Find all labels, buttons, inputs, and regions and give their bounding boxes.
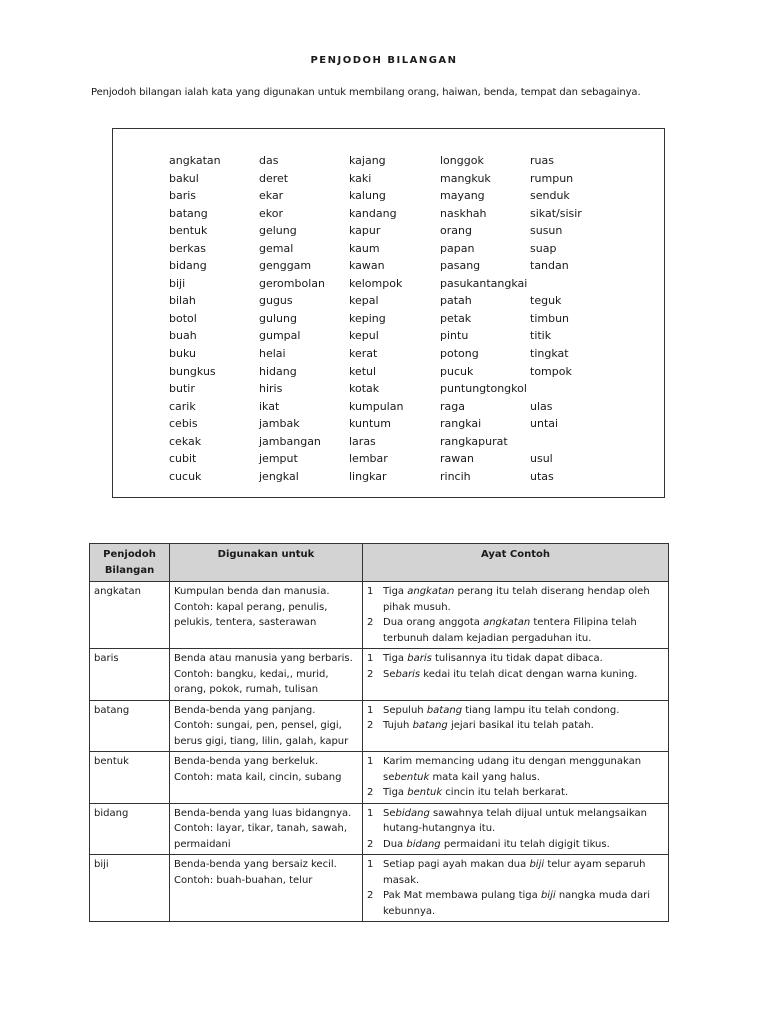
cell-sentences	[363, 700, 669, 752]
sentence-before: Se	[383, 668, 396, 680]
word-item: bentuk	[169, 224, 208, 238]
word-column-2	[259, 152, 325, 485]
word-item: gulung	[259, 311, 297, 325]
word-item: buah	[169, 329, 197, 343]
word-column-4	[440, 152, 527, 485]
cell-penjodoh: baris	[90, 649, 170, 701]
word-item: jemput	[259, 452, 298, 466]
cell-sentences	[363, 582, 669, 649]
sentence-item	[367, 667, 664, 683]
word-item: susun	[530, 224, 563, 238]
word-item: petak	[440, 311, 472, 325]
sentence-list	[367, 806, 664, 853]
word-item: pintu	[440, 329, 469, 343]
sentence-emphasis: angkatan	[407, 586, 455, 597]
word-item: sikat/sisir	[530, 206, 582, 220]
sentence-before: Karim memancing udang itu dengan menggunakan se	[383, 756, 642, 783]
word-item: mayang	[440, 189, 485, 203]
word-item: raga	[440, 399, 465, 413]
word-item: biji	[169, 276, 186, 290]
word-item: butir	[169, 382, 195, 396]
cell-penjodoh: batang	[90, 700, 170, 752]
word-item: helai	[259, 347, 286, 361]
table-header-row	[90, 544, 669, 582]
word-column-1	[169, 152, 221, 485]
sentence-emphasis: biji	[529, 859, 545, 870]
word-item: papan	[440, 241, 475, 255]
usage-example: Contoh: kapal perang, penulis, pelukis, tentera, sasterawan	[174, 601, 328, 628]
word-item: gelung	[259, 224, 297, 238]
word-item: rawan	[440, 452, 474, 466]
word-item: naskhah	[440, 206, 487, 220]
sentence-after: perang itu telah diserang hendap oleh pihak musuh.	[383, 586, 650, 613]
usage-text: Benda-benda yang luas bidangnya.	[174, 807, 352, 819]
usage-text: Kumpulan benda dan manusia.	[174, 586, 330, 597]
table-row	[90, 700, 669, 752]
sentence-number: 2	[367, 668, 374, 680]
word-item: titik	[530, 329, 552, 343]
word-item: untai	[530, 417, 559, 431]
word-item: rincih	[440, 469, 471, 483]
cell-usage	[170, 855, 363, 922]
word-item: usul	[530, 452, 553, 466]
sentence-after: jejari basikal itu telah patah.	[447, 720, 594, 731]
word-item: lembar	[349, 452, 388, 466]
table-row	[90, 855, 669, 922]
sentence-before: Sepuluh	[383, 704, 427, 716]
sentence-number: 2	[367, 890, 374, 901]
word-item	[530, 380, 582, 398]
word-item: cebis	[169, 417, 198, 431]
word-item: jambak	[259, 417, 300, 431]
usage-text: Benda-benda yang berkeluk.	[174, 756, 319, 767]
word-item: pasukantangkai	[440, 276, 528, 290]
word-item: laras	[349, 434, 376, 448]
sentence-after: kedai itu telah dicat dengan warna kuning.	[420, 668, 638, 680]
sentence-list	[367, 703, 664, 734]
word-item: pasang	[440, 259, 481, 273]
usage-example: Contoh: mata kail, cincin, subang	[174, 771, 342, 783]
usage-example: Contoh: bangku, kedai,, murid, orang, pokok, rumah, tulisan	[174, 668, 329, 695]
intro-text: Penjodoh bilangan ialah kata yang digunakan untuk membilang orang, haiwan, benda, tempat dan sebagainya.	[91, 87, 641, 98]
word-item: teguk	[530, 294, 562, 308]
usage-text: Benda atau manusia yang berbaris.	[174, 653, 353, 664]
word-item: ekor	[259, 206, 283, 220]
sentence-before: Tiga	[383, 586, 408, 597]
sentence-emphasis: bentuk	[407, 787, 443, 798]
sentence-before: Dua orang anggota	[383, 617, 484, 628]
word-item: bilah	[169, 294, 196, 308]
word-item: botol	[169, 311, 197, 325]
sentence-emphasis: biji	[540, 890, 556, 901]
word-item: kajang	[349, 154, 386, 167]
header-digunakan: Digunakan untuk	[170, 544, 363, 582]
sentence-list	[367, 584, 664, 646]
word-item: kotak	[349, 382, 380, 396]
word-item: kalung	[349, 189, 386, 203]
word-item: ikat	[259, 399, 280, 413]
cell-sentences	[363, 649, 669, 701]
word-item: tompok	[530, 364, 572, 378]
word-item: puntungtongkol	[440, 382, 527, 396]
sentence-number: 1	[367, 756, 374, 767]
sentence-number: 1	[367, 807, 374, 819]
word-item: gemal	[259, 241, 294, 255]
word-item: timbun	[530, 311, 570, 325]
word-item: bidang	[169, 259, 207, 273]
sentence-list	[367, 754, 664, 801]
word-item: keping	[349, 311, 386, 325]
word-item: kuntum	[349, 417, 391, 431]
sentence-number: 1	[367, 859, 374, 870]
word-item	[530, 433, 582, 451]
sentence-after: nangka muda dari kebunnya.	[383, 890, 650, 917]
sentence-item	[367, 651, 664, 667]
word-item: longgok	[440, 154, 484, 167]
usage-example: Contoh: buah-buahan, telur	[174, 874, 313, 886]
sentence-number: 2	[367, 838, 374, 850]
table-row	[90, 752, 669, 804]
sentence-emphasis: angkatan	[483, 617, 531, 628]
sentence-after: tentera Filipina telah terbunuh dalam kejadian pergaduhan itu.	[383, 617, 637, 644]
word-item: lingkar	[349, 469, 387, 483]
sentence-after: permaidani itu telah digigit tikus.	[440, 838, 610, 850]
word-column-5	[530, 152, 582, 485]
word-item: berkas	[169, 241, 206, 255]
word-item: kerat	[349, 347, 378, 361]
sentence-before: Tiga	[383, 653, 408, 664]
sentence-after: tulisannya itu tidak dapat dibaca.	[431, 653, 603, 664]
cell-usage	[170, 582, 363, 649]
sentence-after: tiang lampu itu telah condong.	[462, 704, 620, 716]
usage-example: Contoh: sungai, pen, pensel, gigi, berus gigi, tiang, lilin, galah, kapur	[174, 720, 349, 747]
header-penjodoh: Penjodoh Bilangan	[90, 544, 170, 582]
cell-penjodoh: biji	[90, 855, 170, 922]
word-item: pucuk	[440, 364, 474, 378]
word-item: mangkuk	[440, 171, 491, 185]
sentence-list	[367, 651, 664, 682]
word-item: kelompok	[349, 276, 403, 290]
header-ayat: Ayat Contoh	[363, 544, 669, 582]
word-item: genggam	[259, 259, 312, 273]
sentence-item	[367, 857, 664, 888]
word-item: rangkapurat	[440, 434, 508, 448]
word-item: tandan	[530, 259, 569, 273]
sentence-number: 1	[367, 586, 374, 597]
word-item: rangkai	[440, 417, 482, 431]
sentence-item	[367, 806, 664, 837]
examples-table	[89, 543, 669, 922]
sentence-item	[367, 718, 664, 734]
word-item: jengkal	[259, 469, 299, 483]
sentence-number: 1	[367, 704, 374, 716]
sentence-emphasis: bidang	[406, 838, 441, 850]
sentence-list	[367, 857, 664, 919]
word-item: bakul	[169, 171, 199, 185]
word-item: baris	[169, 189, 197, 203]
sentence-item	[367, 888, 664, 919]
cell-sentences	[363, 752, 669, 804]
usage-text: Benda-benda yang bersaiz kecil.	[174, 859, 337, 870]
word-item: cekak	[169, 434, 202, 448]
word-item: senduk	[530, 189, 570, 203]
word-item: gumpal	[259, 329, 301, 343]
sentence-number: 2	[367, 787, 374, 798]
sentence-emphasis: bidang	[395, 807, 430, 819]
cell-penjodoh: angkatan	[90, 582, 170, 649]
word-item: tingkat	[530, 347, 569, 361]
sentence-before: Dua	[383, 838, 407, 850]
word-item: deret	[259, 171, 289, 185]
word-item: gugus	[259, 294, 293, 308]
word-item: ruas	[530, 154, 554, 167]
word-item: bungkus	[169, 364, 216, 378]
word-item: gerombolan	[259, 276, 325, 290]
page-title: PENJODOH BILANGAN	[310, 55, 458, 66]
word-item: das	[259, 154, 279, 167]
sentence-number: 2	[367, 720, 374, 731]
sentence-after: sawahnya telah dijual untuk melangsaikan hutang-hutangnya itu.	[383, 807, 647, 834]
sentence-after: mata kail yang halus.	[429, 771, 540, 783]
cell-usage	[170, 803, 363, 855]
word-item: buku	[169, 347, 196, 361]
word-item: carik	[169, 399, 196, 413]
cell-usage	[170, 752, 363, 804]
word-item	[530, 275, 582, 293]
word-item: patah	[440, 294, 472, 308]
sentence-number: 1	[367, 653, 374, 664]
sentence-before: Tiga	[383, 787, 408, 798]
word-item: ketul	[349, 364, 377, 378]
sentence-item	[367, 837, 664, 853]
sentence-item	[367, 754, 664, 785]
word-item: kaki	[349, 171, 372, 185]
sentence-emphasis: baris	[395, 668, 421, 680]
sentence-item	[367, 584, 664, 615]
word-item: utas	[530, 469, 554, 483]
usage-example: Contoh: layar, tikar, tanah, sawah, permaidani	[174, 823, 348, 850]
sentence-before: Setiap pagi ayah makan dua	[383, 859, 530, 870]
sentence-number: 2	[367, 617, 374, 628]
usage-text: Benda-benda yang panjang.	[174, 704, 316, 716]
sentence-item	[367, 615, 664, 646]
word-list-box	[112, 128, 665, 498]
cell-usage	[170, 649, 363, 701]
cell-penjodoh: bidang	[90, 803, 170, 855]
word-item: suap	[530, 241, 557, 255]
sentence-emphasis: baris	[407, 653, 432, 664]
word-item: hidang	[259, 364, 297, 378]
word-item: ulas	[530, 399, 553, 413]
word-item: ekar	[259, 189, 284, 203]
word-item: hiris	[259, 382, 283, 396]
word-item: jambangan	[259, 434, 321, 448]
word-item: kepal	[349, 294, 379, 308]
word-item: angkatan	[169, 154, 221, 167]
sentence-after: cincin itu telah berkarat.	[442, 787, 569, 798]
word-item: kapur	[349, 224, 381, 238]
table-row	[90, 803, 669, 855]
cell-penjodoh: bentuk	[90, 752, 170, 804]
word-item: cucuk	[169, 469, 202, 483]
cell-usage	[170, 700, 363, 752]
sentence-emphasis: bentuk	[394, 771, 430, 783]
cell-sentences	[363, 855, 669, 922]
word-column-3	[349, 152, 403, 485]
sentence-before: Tujuh	[383, 720, 413, 731]
word-item: potong	[440, 347, 479, 361]
word-item: kawan	[349, 259, 385, 273]
word-item: batang	[169, 206, 208, 220]
table-row	[90, 582, 669, 649]
word-item: rumpun	[530, 171, 574, 185]
sentence-after: telur ayam separuh masak.	[383, 859, 646, 886]
sentence-emphasis: batang	[412, 720, 448, 731]
sentence-item	[367, 703, 664, 719]
word-item: cubit	[169, 452, 197, 466]
word-item: kumpulan	[349, 399, 404, 413]
table-row	[90, 649, 669, 701]
sentence-item	[367, 785, 664, 801]
sentence-before: Pak Mat membawa pulang tiga	[383, 890, 541, 901]
cell-sentences	[363, 803, 669, 855]
word-item: kaum	[349, 241, 380, 255]
sentence-emphasis: batang	[426, 704, 463, 716]
word-item: orang	[440, 224, 472, 238]
sentence-before: Se	[383, 807, 396, 819]
word-item: kandang	[349, 206, 397, 220]
word-item: kepul	[349, 329, 379, 343]
